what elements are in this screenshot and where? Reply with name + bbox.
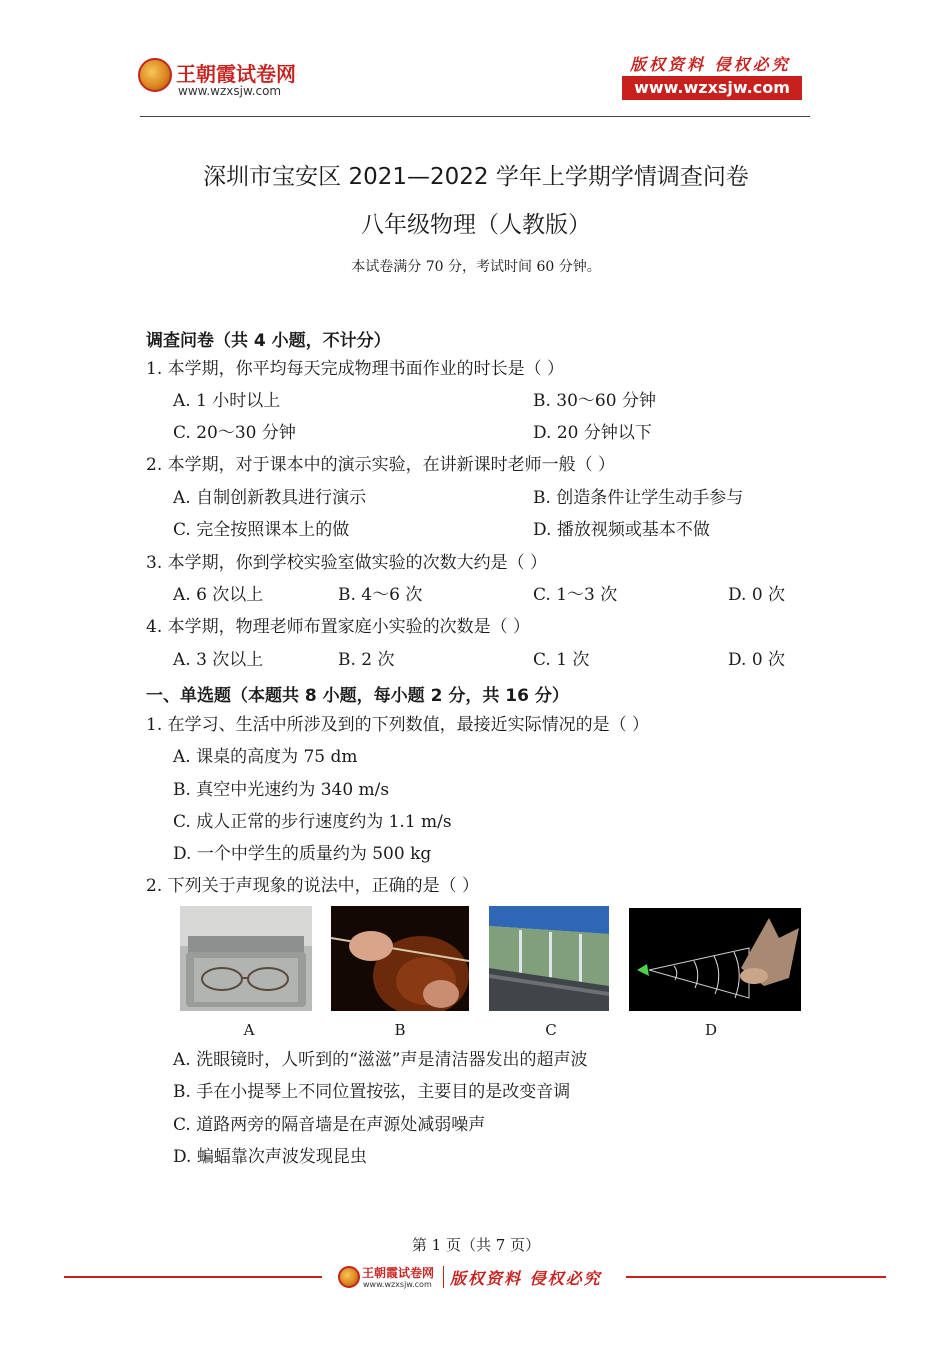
footer-url: www.wzxsjw.com <box>363 1280 432 1289</box>
page-subtitle: 八年级物理（人教版） <box>361 212 591 238</box>
header-slogan: 版权资料 侵权必究 <box>630 55 791 74</box>
survey-q1-option-a: A. 1 小时以上 <box>173 391 281 411</box>
survey-q3-stem: 3. 本学期，你到学校实验室做实验的次数大约是（ ） <box>146 553 548 573</box>
s1-q2-stem: 2. 下列关于声现象的说法中，正确的是（ ） <box>146 876 480 896</box>
survey-q3-option-b: B. 4～6 次 <box>338 585 423 605</box>
section1-heading: 一、单选题（本题共 8 小题，每小题 2 分，共 16 分） <box>146 686 569 706</box>
footer-brand: 王朝霞试卷网 <box>362 1266 435 1280</box>
survey-q2-option-c: C. 完全按照课本上的做 <box>173 520 350 540</box>
page-title: 深圳市宝安区 2021—2022 学年上学期学情调查问卷 <box>203 164 749 190</box>
survey-q4-stem: 4. 本学期，物理老师布置家庭小实验的次数是（ ） <box>146 617 531 637</box>
s1-q2-option-d: D. 蝙蝠靠次声波发现昆虫 <box>173 1147 367 1167</box>
photo-caption-a: A <box>243 1021 255 1039</box>
survey-q4-option-b: B. 2 次 <box>338 650 395 670</box>
survey-q3-option-a: A. 6 次以上 <box>173 585 264 605</box>
photo-noise-barrier <box>489 906 609 1011</box>
survey-heading: 调查问卷（共 4 小题，不计分） <box>146 331 391 351</box>
footer-slogan: 版权资料 侵权必究 <box>450 1269 602 1288</box>
photo-bat-echolocation <box>629 908 801 1011</box>
survey-q4-option-d: D. 0 次 <box>728 650 786 670</box>
s1-q1-option-b: B. 真空中光速约为 340 m/s <box>173 780 390 800</box>
exam-info: 本试卷满分 70 分，考试时间 60 分钟。 <box>351 259 601 275</box>
survey-q4-option-c: C. 1 次 <box>533 650 590 670</box>
photo-glasses-cleaner <box>180 906 312 1011</box>
survey-q2-option-a: A. 自制创新教具进行演示 <box>173 488 367 508</box>
photo-caption-c: C <box>545 1021 557 1039</box>
photo-caption-b: B <box>394 1021 406 1039</box>
survey-q1-option-c: C. 20～30 分钟 <box>173 423 296 443</box>
header-url-bar: www.wzxsjw.com <box>622 76 802 100</box>
survey-q3-option-c: C. 1～3 次 <box>533 585 618 605</box>
s1-q2-option-b: B. 手在小提琴上不同位置按弦，主要目的是改变音调 <box>173 1082 571 1102</box>
survey-q1-option-d: D. 20 分钟以下 <box>533 423 652 443</box>
survey-q1-stem: 1. 本学期，你平均每天完成物理书面作业的时长是（ ） <box>146 359 565 379</box>
footer-divider <box>443 1266 444 1288</box>
s1-q1-option-d: D. 一个中学生的质量约为 500 kg <box>173 844 432 864</box>
s1-q2-option-c: C. 道路两旁的隔音墙是在声源处减弱噪声 <box>173 1115 486 1135</box>
page-number: 第 1 页（共 7 页） <box>411 1236 541 1254</box>
s1-q2-option-a: A. 洗眼镜时，人听到的“滋滋”声是清洁器发出的超声波 <box>173 1050 588 1070</box>
s1-q1-option-c: C. 成人正常的步行速度约为 1.1 m/s <box>173 812 452 832</box>
footer-rule-right <box>626 1276 886 1278</box>
survey-q1-option-b: B. 30～60 分钟 <box>533 391 656 411</box>
survey-q2-option-b: B. 创造条件让学生动手参与 <box>533 488 744 508</box>
survey-q3-option-d: D. 0 次 <box>728 585 786 605</box>
footer-rule-left <box>64 1276 322 1278</box>
header-url: www.wzxsjw.com <box>178 84 282 98</box>
survey-q4-option-a: A. 3 次以上 <box>173 650 264 670</box>
photo-caption-d: D <box>704 1021 718 1039</box>
brand-logo-icon <box>138 58 172 92</box>
survey-q2-option-d: D. 播放视频或基本不做 <box>533 520 710 540</box>
header-brand: 王朝霞试卷网 <box>176 62 296 86</box>
header-divider <box>140 116 810 117</box>
photo-violin <box>331 906 469 1011</box>
s1-q1-stem: 1. 在学习、生活中所涉及到的下列数值，最接近实际情况的是（ ） <box>146 715 650 735</box>
footer-logo-icon <box>338 1266 360 1288</box>
survey-q2-stem: 2. 本学期，对于课本中的演示实验，在讲新课时老师一般（ ） <box>146 455 616 475</box>
s1-q1-option-a: A. 课桌的高度为 75 dm <box>173 747 358 767</box>
